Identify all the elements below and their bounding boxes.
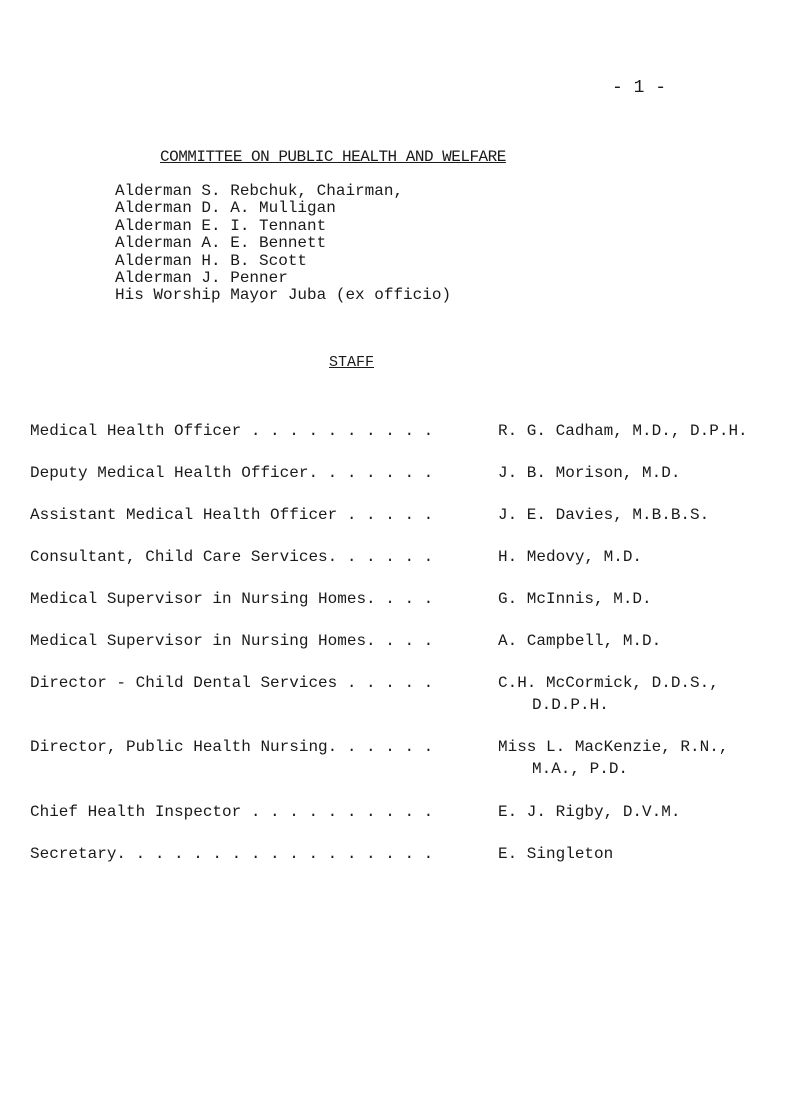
staff-position: Medical Supervisor in Nursing Homes. . . . [30,632,434,650]
staff-position: Medical Health Officer . . . . . . . . . . [30,422,434,440]
committee-member: Alderman D. A. Mulligan [115,199,336,218]
committee-member: Alderman A. E. Bennett [115,234,327,253]
staff-name: G. McInnis, M.D. [498,590,652,608]
staff-name-continued: D.D.P.H. [532,696,609,714]
committee-member: Alderman J. Penner [115,269,288,288]
staff-name: J. E. Davies, M.B.B.S. [498,506,710,524]
staff-position: Consultant, Child Care Services. . . . . . [30,548,434,566]
committee-members [115,183,451,305]
staff-name: Miss L. MacKenzie, R.N., [498,738,729,756]
committee-member: Alderman H. B. Scott [115,251,308,270]
staff-name: R. G. Cadham, M.D., D.P.H. [498,422,748,440]
staff-position: Assistant Medical Health Officer . . . . . [30,506,434,524]
staff-name: C.H. McCormick, D.D.S., [498,674,719,692]
committee-member: Alderman E. I. Tennant [115,216,327,235]
staff-name-continued: M.A., P.D. [532,760,629,778]
page-number: - 1 - [612,78,667,98]
staff-name: E. J. Rigby, D.V.M. [498,803,681,821]
staff-position: Director - Child Dental Services . . . . . [30,674,434,692]
committee-member: Alderman S. Rebchuk, Chairman, [115,182,404,200]
committee-title: COMMITTEE ON PUBLIC HEALTH AND WELFARE [160,148,506,166]
staff-name: H. Medovy, M.D. [498,548,643,566]
staff-position: Director, Public Health Nursing. . . . . . [30,738,434,756]
staff-position: Secretary. . . . . . . . . . . . . . . . . [30,845,434,863]
staff-position: Chief Health Inspector . . . . . . . . . . [30,803,434,821]
staff-position: Medical Supervisor in Nursing Homes. . . . [30,590,434,608]
staff-title: STAFF [329,354,375,371]
committee-member: His Worship Mayor Juba (ex officio) [115,286,452,305]
staff-name: J. B. Morison, M.D. [498,464,681,482]
staff-position: Deputy Medical Health Officer. . . . . . . [30,464,434,482]
staff-name: E. Singleton [498,845,614,863]
staff-name: A. Campbell, M.D. [498,632,662,650]
